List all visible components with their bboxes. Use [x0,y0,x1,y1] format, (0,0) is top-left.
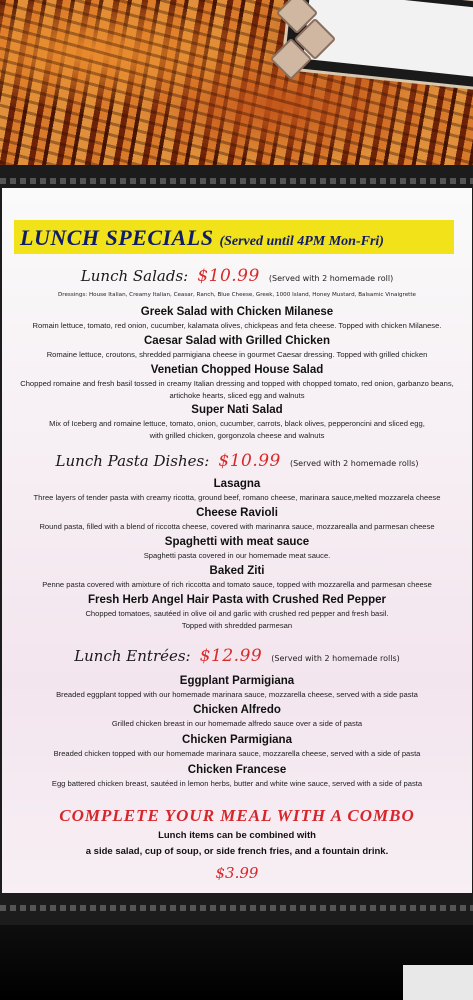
binder-stitching-bottom [0,905,473,911]
entrees-note: (Served with 2 homemade rolls) [271,654,400,663]
salads-price: $10.99 [197,266,260,286]
menu-item: Chicken Parmigiana Breaded chicken topped with our homemade marinara sauce, mozzarella cheese, served with a side of pasta [53,734,421,758]
menu-item: Venetian Chopped House Salad Chopped romaine and fresh basil tossed in creamy Italian dressing and topped with chopped tomato, red onion, garbanzo beans, artichoke hearts, sliced egg and walnuts [20,364,454,400]
entrees-header [2,646,472,666]
menu-item: Spaghetti with meat sauce Spaghetti pasta covered in our homemade meat sauce. [143,536,331,560]
menu-item: Chicken Francese Egg battered chicken breast, sautéed in lemon herbs, butter and white wine sauce, served with a side of pasta [51,764,423,788]
dressings-list: Dressings: House Italian, Creamy Italian, Ceasar, Ranch, Blue Cheese, Greek, 1000 Island, Honey Mustard, Balsamic Vinaigrette [57,292,416,298]
binder-stitching-top [0,178,473,184]
pasta-note: (Served with 2 homemade rolls) [289,459,419,468]
title-main: LUNCH SPECIALS [20,225,214,250]
salads-title: Lunch Salads: [80,267,189,285]
menu-item: Greek Salad with Chicken Milanese Romain lettuce, tomato, red onion, cucumber, kalamata olives, chickpeas and feta cheese. Topped with chicken Milanese. [32,306,442,330]
menu-item: Caesar Salad with Grilled Chicken Romaine lettuce, croutons, shredded parmigiana cheese in gourmet Caesar dressing. Topped with grilled chicken [46,335,428,359]
combo-title: COMPLETE YOUR MEAL WITH A COMBO [59,806,415,825]
menu-page [2,188,472,893]
pasta-header [2,451,472,471]
title-sub: (Served until 4PM Mon-Fri) [219,234,384,249]
menu-item: Eggplant Parmigiana Breaded eggplant topped with our homemade marinara sauce, mozzarella cheese, served with a side pasta [56,675,418,699]
menu-item: Lasagna Three layers of tender pasta with creamy ricotta, ground beef, romano cheese, marinara sauce,melted mozzarela cheese [33,478,441,502]
combo-line-1: Lunch items can be combined with [158,830,316,841]
menu-item: Chicken Alfredo Grilled chicken breast in our homemade alfredo sauce over a side of pasta [111,704,363,728]
entrees-title: Lunch Entrées: [74,647,191,665]
combo-price: $3.99 [215,864,259,882]
pasta-price: $10.99 [218,451,281,471]
entrees-price: $12.99 [199,646,263,666]
menu-item: Fresh Herb Angel Hair Pasta with Crushed Red Pepper Chopped tomatoes, sautéed in olive oil and garlic with crushed red pepper and fresh basil. Topped with shredded parmesan [85,594,389,630]
menu-item: Cheese Ravioli Round pasta, filled with a blend of riccotta cheese, covered with marinanra sauce, mozzarealla and parmesan cheese [39,507,435,531]
table-below [0,925,473,1000]
page-title [20,225,460,251]
salads-note: (Served with 2 homemade roll) [268,274,394,283]
combo-line-2: a side salad, cup of soup, or side french fries, and a fountain drink. [85,846,389,857]
pasta-title: Lunch Pasta Dishes: [55,452,210,470]
salads-header [2,266,472,286]
menu-item: Super Nati Salad Mix of Iceberg and romaine lettuce, tomato, onion, cucumber, carrots, black olives, pepperoncini and sliced egg, with grilled chicken, gorgonzola cheese and walnuts [49,404,425,440]
menu-item: Baked Ziti Penne pasta covered with amixture of rich riccotta and tomato sauce, topped with mozzarella and parmesan cheese [42,565,432,589]
